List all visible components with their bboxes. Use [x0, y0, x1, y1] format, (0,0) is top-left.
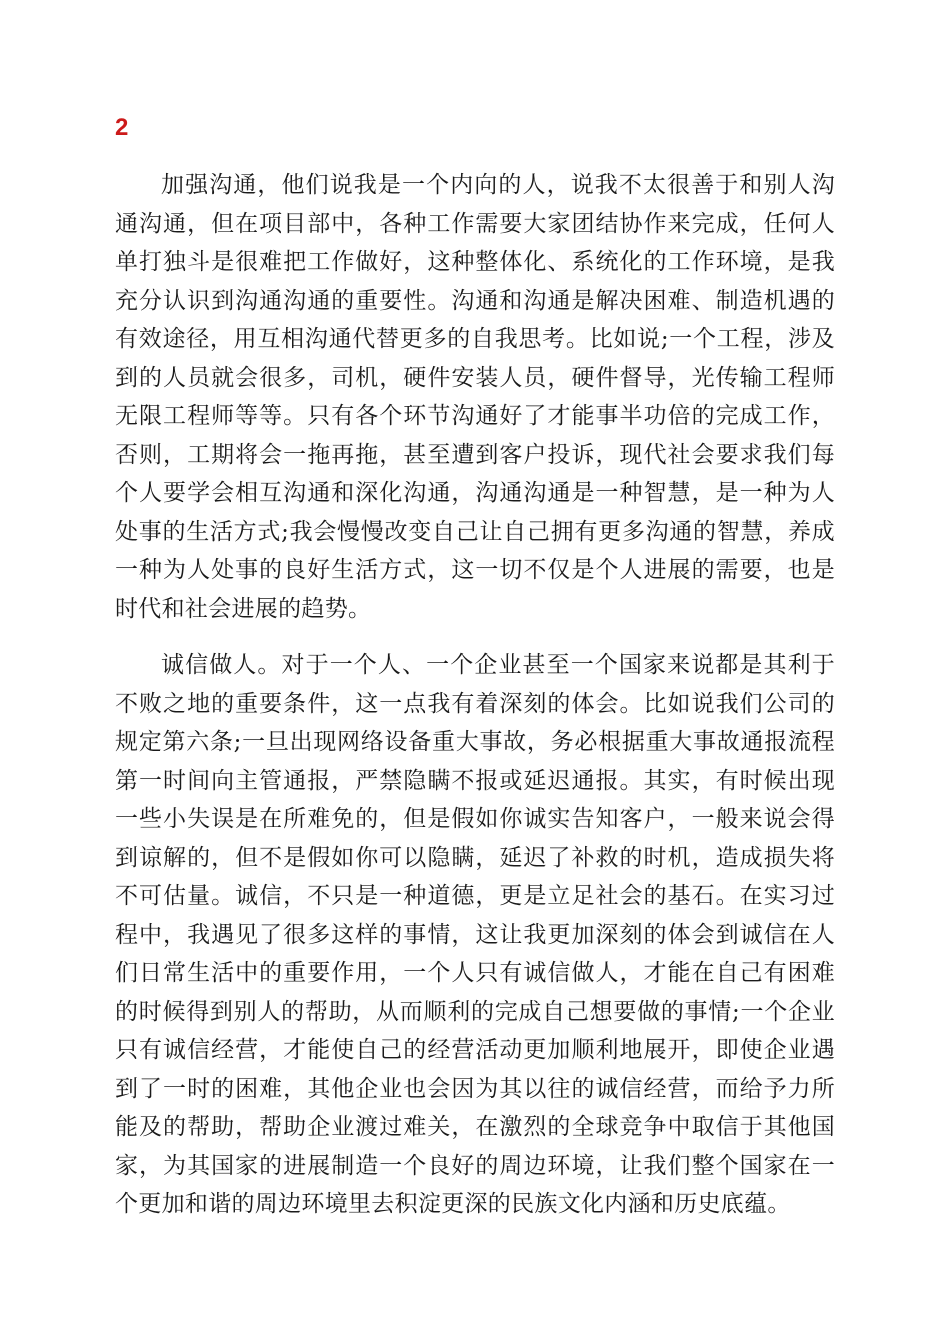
paragraph-communication: 加强沟通，他们说我是一个内向的人，说我不太很善于和别人沟通沟通，但在项目部中，各种工作需要大家团结协作来完成，任何人单打独斗是很难把工作做好，这种整体化、系统化的工作环境，是我充分认识到沟通沟通的重要性。沟通和沟通是解决困难、制造机遇的有效途径，用互相沟通代替更多的自我思考。比如说;一个工程，涉及到的人员就会很多，司机，硬件安装人员，硬件督导，光传输工程师无限工程师等等。只有各个环节沟通好了才能事半功倍的完成工作，否则，工期将会一拖再拖，甚至遭到客户投诉，现代社会要求我们每个人要学会相互沟通和深化沟通，沟通沟通是一种智慧，是一种为人处事的生活方式;我会慢慢改变自己让自己拥有更多沟通的智慧，养成一种为人处事的良好生活方式，这一切不仅是个人进展的需要，也是时代和社会进展的趋势。 [115, 172, 835, 622]
section-number: 2 [115, 114, 129, 141]
paragraph-integrity: 诚信做人。对于一个人、一个企业甚至一个国家来说都是其利于不败之地的重要条件，这一点我有着深刻的体会。比如说我们公司的规定第六条;一旦出现网络设备重大事故，务必根据重大事故通报流程第一时间向主管通报，严禁隐瞒不报或延迟通报。其实，有时候出现一些小失误是在所难免的，但是假如你诚实告知客户，一般来说会得到谅解的，但不是假如你可以隐瞒，延迟了补救的时机，造成损失将不可估量。诚信，不只是一种道德，更是立足社会的基石。在实习过程中，我遇见了很多这样的事情，这让我更加深刻的体会到诚信在人们日常生活中的重要作用，一个人只有诚信做人，才能在自己有困难的时候得到别人的帮助，从而顺利的完成自己想要做的事情;一个企业只有诚信经营，才能使自己的经营活动更加顺利地展开，即使企业遇到了一时的困难，其他企业也会因为其以往的诚信经营，而给予力所能及的帮助，帮助企业渡过难关，在激烈的全球竞争中取信于其他国家，为其国家的进展制造一个良好的周边环境，让我们整个国家在一个更加和谐的周边环境里去积淀更深的民族文化内涵和历史底蕴。 [115, 652, 835, 1217]
document-page [115, 112, 835, 1224]
